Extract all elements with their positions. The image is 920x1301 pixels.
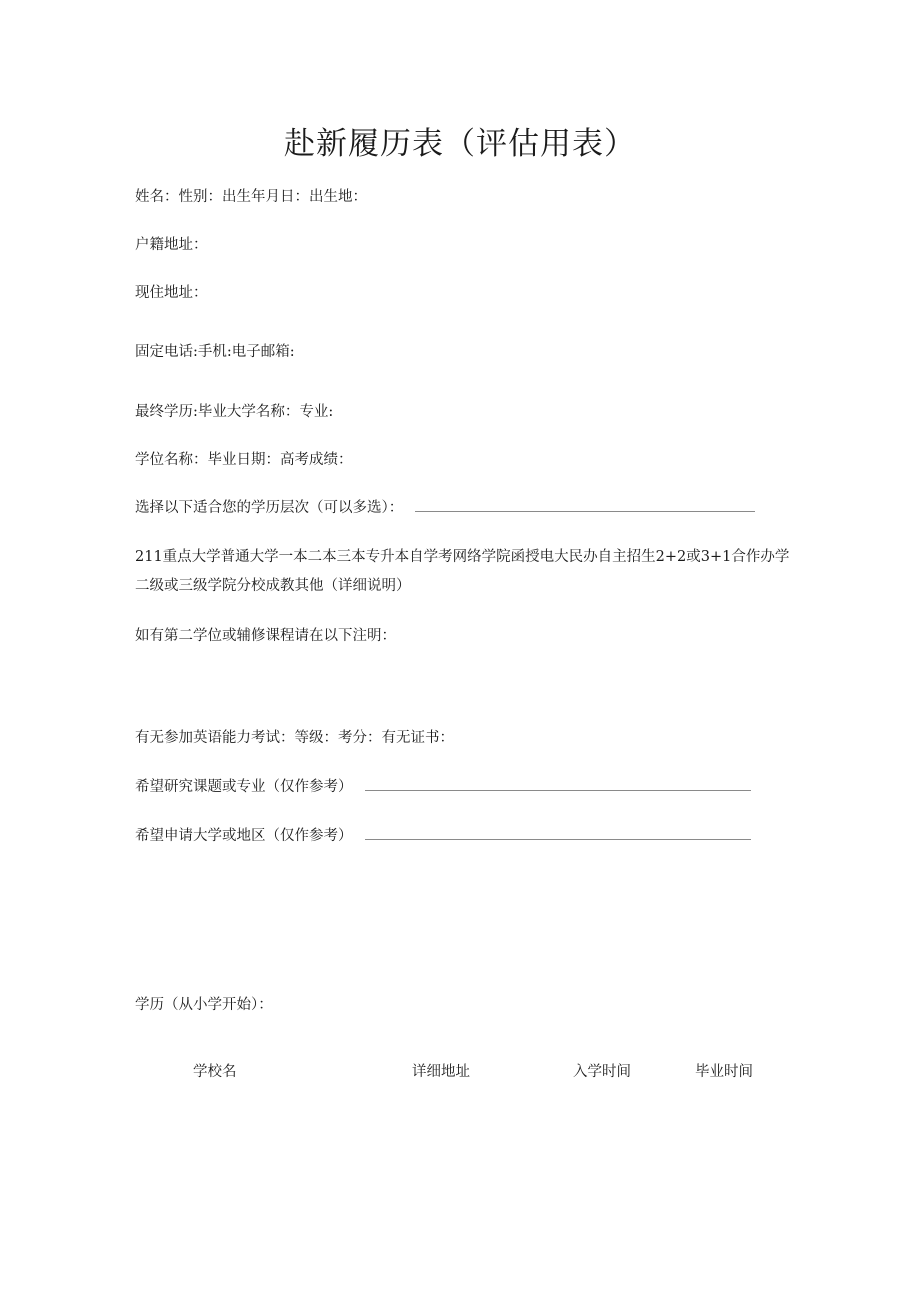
current-address-line: 现住地址： (135, 285, 208, 301)
research-label: 希望研究课题或专业（仅作参考） (135, 779, 353, 795)
contact-line: 固定电话:手机:电子邮箱: (135, 344, 295, 360)
basic-info-line: 姓名：性别：出生年月日：出生地： (135, 189, 367, 205)
research-blank[interactable] (365, 776, 751, 791)
choose-level-blank[interactable] (415, 497, 755, 512)
education-line: 最终学历:毕业大学名称：专业: (135, 404, 334, 420)
level-options-text: 211重点大学普通大学一本二本三本专升本自学考网络学院函授电大民办自主招生2+2或3+1合作办学二级或三级学院分校成教其他（详细说明） (135, 549, 790, 594)
choose-level-label: 选择以下适合您的学历层次（可以多选）： (135, 500, 404, 516)
degree-line: 学位名称：毕业日期：高考成绩： (135, 452, 353, 468)
table-header-address: 详细地址 (412, 1064, 470, 1080)
apply-blank[interactable] (365, 825, 751, 840)
choose-level-row (135, 497, 755, 518)
second-degree-line: 如有第二学位或辅修课程请在以下注明： (135, 628, 396, 644)
table-header-school: 学校名 (193, 1064, 237, 1080)
apply-row (135, 825, 751, 846)
table-header-enroll-date: 入学时间 (573, 1064, 631, 1080)
table-header-grad-date: 毕业时间 (695, 1064, 753, 1080)
history-heading: 学历（从小学开始）： (135, 997, 273, 1013)
english-test-line: 有无参加英语能力考试：等级：考分：有无证书： (135, 730, 454, 746)
hukou-address-line: 户籍地址： (135, 237, 208, 253)
apply-label: 希望申请大学或地区（仅作参考） (135, 828, 353, 844)
research-row (135, 776, 751, 797)
page-title: 赴新履历表（评估用表） (284, 126, 636, 162)
